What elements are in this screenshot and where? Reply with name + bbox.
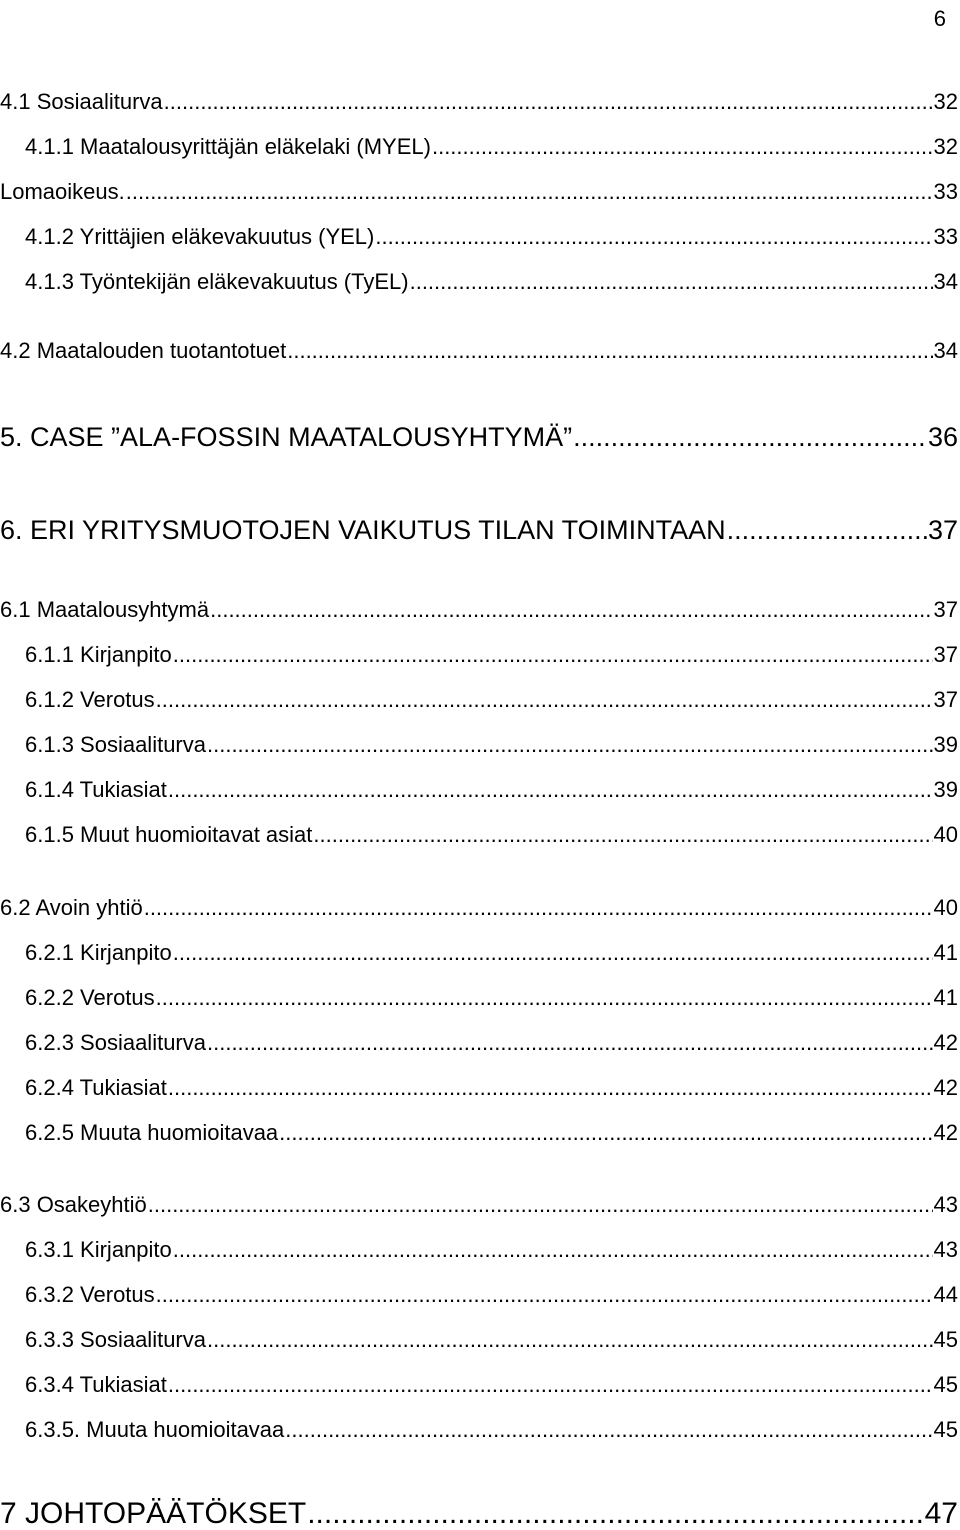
toc-entry[interactable] xyxy=(25,1077,958,1099)
toc-entry-page: 45 xyxy=(933,1372,958,1397)
toc-entry[interactable] xyxy=(25,824,958,846)
toc-entry[interactable] xyxy=(25,689,958,711)
toc-entry[interactable] xyxy=(25,644,958,666)
toc-entry-page: 37 xyxy=(927,515,958,545)
toc-dot-leader xyxy=(285,1419,932,1441)
toc-dot-leader xyxy=(148,1194,933,1216)
toc-dot-leader xyxy=(727,517,927,544)
toc-entry-page: 44 xyxy=(933,1282,958,1307)
toc-entry[interactable] xyxy=(0,91,958,113)
toc-entry-title: 6.3.3 Sosiaaliturva xyxy=(25,1327,206,1352)
toc-dot-leader xyxy=(173,1239,933,1261)
toc-chapter-entry[interactable] xyxy=(0,424,958,451)
toc-entry-page: 37 xyxy=(933,642,958,667)
toc-dot-leader xyxy=(173,644,933,666)
toc-entry[interactable] xyxy=(25,1329,958,1351)
toc-entry-title: 6.1.4 Tukiasiat xyxy=(25,777,167,802)
toc-entry-page: 39 xyxy=(933,732,958,757)
toc-entry-page: 41 xyxy=(933,940,958,965)
toc-entry-title: 6.2 Avoin yhtiö xyxy=(0,895,143,920)
toc-entry[interactable] xyxy=(25,136,958,158)
toc-entry-page: 39 xyxy=(933,777,958,802)
toc-entry[interactable] xyxy=(25,942,958,964)
toc-entry-page: 40 xyxy=(933,822,958,847)
toc-entry-page: 43 xyxy=(933,1237,958,1262)
toc-entry-page: 36 xyxy=(927,422,958,452)
toc-entry[interactable] xyxy=(25,1374,958,1396)
toc-entry[interactable] xyxy=(25,987,958,1009)
toc-entry[interactable] xyxy=(25,226,958,248)
toc-dot-leader xyxy=(287,340,932,362)
toc-dot-leader xyxy=(307,1499,923,1529)
toc-dot-leader xyxy=(207,734,933,756)
toc-entry-title: 6.1.3 Sosiaaliturva xyxy=(25,732,206,757)
toc-dot-leader xyxy=(573,424,927,451)
toc-entry-title: 6.2.5 Muuta huomioitavaa xyxy=(25,1120,279,1145)
toc-entry-page: 45 xyxy=(933,1327,958,1352)
toc-entry-title: 4.1.2 Yrittäjien eläkevakuutus (YEL) xyxy=(25,224,375,249)
toc-entry-page: 32 xyxy=(933,89,958,114)
toc-dot-leader xyxy=(156,987,933,1009)
toc-entry-title: 7 JOHTOPÄÄTÖKSET xyxy=(0,1497,307,1530)
toc-entry-title: 6.2.4 Tukiasiat xyxy=(25,1075,167,1100)
toc-entry-title: 4.1.1 Maatalousyrittäjän eläkelaki (MYEL) xyxy=(25,134,431,159)
toc-entry-page: 42 xyxy=(933,1120,958,1145)
toc-entry[interactable] xyxy=(25,1284,958,1306)
toc-entry[interactable] xyxy=(0,599,958,621)
toc-entry-title: 6. ERI YRITYSMUOTOJEN VAIKUTUS TILAN TOIMINTAAN xyxy=(0,515,726,545)
toc-entry-title: 6.1 Maatalousyhtymä xyxy=(0,597,210,622)
toc-entry[interactable] xyxy=(0,340,958,362)
toc-entry-title: 6.3.1 Kirjanpito xyxy=(25,1237,172,1262)
toc-entry-title: 6.3.5. Muuta huomioitavaa xyxy=(25,1417,285,1442)
toc-dot-leader xyxy=(279,1122,932,1144)
toc-dot-leader xyxy=(156,689,933,711)
toc-entry[interactable] xyxy=(25,1032,958,1054)
toc-entry[interactable] xyxy=(25,779,958,801)
toc-dot-leader xyxy=(410,271,933,293)
toc-dot-leader xyxy=(164,91,933,113)
toc-entry-title: 4.1.3 Työntekijän eläkevakuutus (TyEL) xyxy=(25,269,409,294)
toc-dot-leader xyxy=(168,779,933,801)
toc-entry-page: 34 xyxy=(933,269,958,294)
toc-entry-title: 6.3.2 Verotus xyxy=(25,1282,155,1307)
toc-entry[interactable] xyxy=(25,1239,958,1261)
toc-dot-leader xyxy=(173,942,933,964)
toc-entry-page: 43 xyxy=(933,1192,958,1217)
toc-entry-title: 6.1.1 Kirjanpito xyxy=(25,642,172,667)
toc-chapter-entry[interactable] xyxy=(0,1499,958,1529)
toc-dot-leader xyxy=(432,136,933,158)
toc-entry-title: 4.1 Sosiaaliturva xyxy=(0,89,163,114)
toc-entry[interactable] xyxy=(25,1122,958,1144)
toc-entry-page: 42 xyxy=(933,1030,958,1055)
toc-entry-page: 33 xyxy=(933,179,958,204)
toc-entry-page: 37 xyxy=(933,687,958,712)
toc-entry[interactable] xyxy=(0,1194,958,1216)
toc-entry-title: 6.2.2 Verotus xyxy=(25,985,155,1010)
toc-dot-leader xyxy=(126,181,933,203)
toc-entry-title: 6.1.2 Verotus xyxy=(25,687,155,712)
toc-dot-leader xyxy=(144,897,933,919)
toc-entry[interactable] xyxy=(25,1419,958,1441)
toc-dot-leader xyxy=(168,1077,933,1099)
toc-entry-title: Lomaoikeus. xyxy=(0,179,125,204)
toc-entry-page: 37 xyxy=(933,597,958,622)
toc-entry-page: 33 xyxy=(933,224,958,249)
toc-chapter-entry[interactable] xyxy=(0,517,958,544)
toc-entry[interactable] xyxy=(25,734,958,756)
toc-entry-title: 6.1.5 Muut huomioitavat asiat xyxy=(25,822,313,847)
toc-entry-title: 6.2.1 Kirjanpito xyxy=(25,940,172,965)
page-number: 6 xyxy=(933,6,946,31)
toc-dot-leader xyxy=(156,1284,933,1306)
toc-entry[interactable] xyxy=(25,271,958,293)
toc-dot-leader xyxy=(375,226,932,248)
toc-dot-leader xyxy=(207,1329,933,1351)
toc-entry-page: 32 xyxy=(933,134,958,159)
toc-dot-leader xyxy=(313,824,932,846)
toc-entry-title: 6.3.4 Tukiasiat xyxy=(25,1372,167,1397)
toc-dot-leader xyxy=(210,599,932,621)
toc-entry[interactable] xyxy=(0,897,958,919)
toc-entry-page: 42 xyxy=(933,1075,958,1100)
toc-entry-page: 47 xyxy=(924,1497,958,1530)
toc-entry-title: 5. CASE ”ALA-FOSSIN MAATALOUSYHTYMÄ” xyxy=(0,422,573,452)
toc-entry-page: 40 xyxy=(933,895,958,920)
toc-entry-page: 45 xyxy=(933,1417,958,1442)
toc-entry-title: 6.3 Osakeyhtiö xyxy=(0,1192,147,1217)
toc-entry-page: 41 xyxy=(933,985,958,1010)
toc-entry-title: 4.2 Maatalouden tuotantotuet xyxy=(0,338,287,363)
toc-dot-leader xyxy=(168,1374,933,1396)
toc-entry-title: 6.2.3 Sosiaaliturva xyxy=(25,1030,206,1055)
toc-entry-page: 34 xyxy=(933,338,958,363)
toc-dot-leader xyxy=(207,1032,933,1054)
toc-entry[interactable] xyxy=(0,181,958,203)
